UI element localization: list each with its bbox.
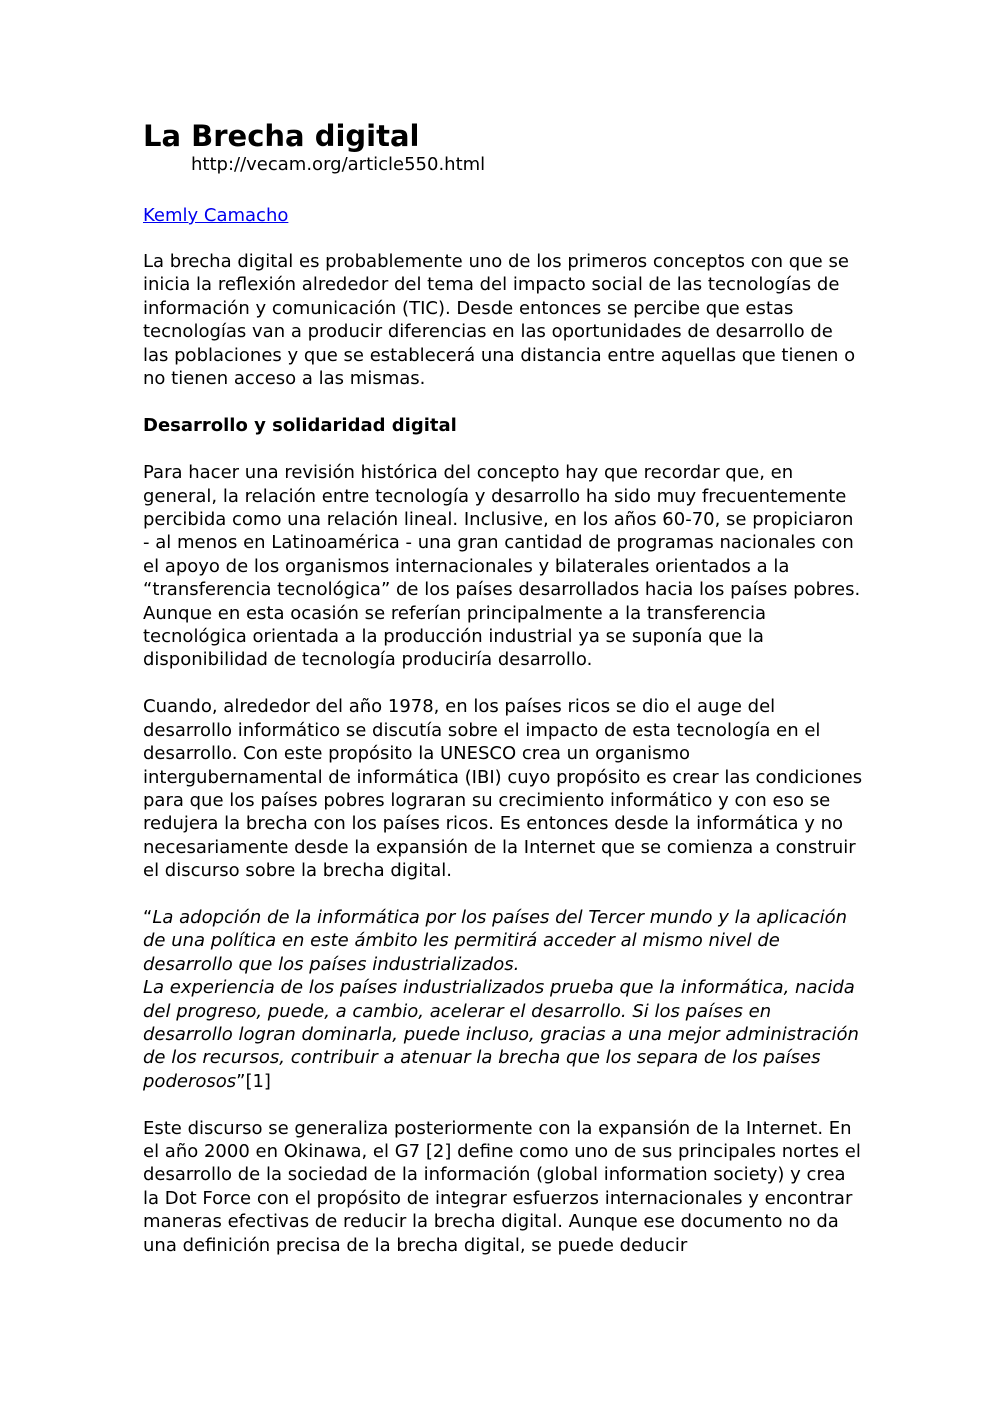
paragraph-2: Para hacer una revisión histórica del concepto hay que recordar que, en general, la relación entre tecnología y desarrollo ha sido muy frecuentemente percibida como una relación lineal. Inclusive, en los años 60-70, se propiciaron - al menos en Latinoamérica - una gran cantidad de programas nacionales con el apoyo de los organismos internacionales y bilaterales orientados a la “transferencia tecnológica” de los países desarrollados hacia los países pobres. Aunque en esta ocasión se referían principalmente a la transferencia tecnológica orientada a la producción industrial ya se suponía que la disponibilidad de tecnología produciría desarrollo. <box>143 462 861 671</box>
paragraph-3: Cuando, alrededor del año 1978, en los países ricos se dio el auge del desarrollo informático se discutía sobre el impacto de esta tecnología en el desarrollo. Con este propósito la UNESCO crea un organismo intergubernamental de informática (IBI) cuyo propósito es crear las condiciones para que los países pobres lograran su crecimiento informático y con eso se redujera la brecha con los países ricos. Es entonces desde la informática y no necesariamente desde la expansión de la Internet que se comienza a construir el discurso sobre la brecha digital. <box>143 696 863 882</box>
quote-block <box>143 906 863 1093</box>
quote-line-2: La experiencia de los países industrializados prueba que la informática, nacida del progreso, puede, a cambio, acelerar el desarrollo. Si los países en desarrollo logran dominarla, puede incluso, gracias a una mejor administración de los recursos, contribuir a atenuar la brecha que los separa de los países poderosos <box>143 977 859 1092</box>
quote-line-1: La adopción de la informática por los países del Tercer mundo y la aplicación de una política en este ámbito les permitirá acceder al mismo nivel de desarrollo que los países industrializados. <box>143 906 848 975</box>
document-page <box>143 118 863 1257</box>
author-link[interactable]: Kemly Camacho <box>143 205 289 226</box>
page-title: La Brecha digital <box>143 119 420 153</box>
intro-paragraph: La brecha digital es probablemente uno de los primeros conceptos con que se inicia la reflexión alrededor del tema del impacto social de las tecnologías de información y comunicación (TIC). Desde entonces se percibe que estas tecnologías van a producir diferencias en las oportunidades de desarrollo de las poblaciones y que se establecerá una distancia entre aquellas que tienen o no tienen acceso a las mismas. <box>143 251 856 390</box>
source-url: http://vecam.org/article550.html <box>191 154 486 175</box>
section-heading: Desarrollo y solidaridad digital <box>143 415 457 437</box>
paragraph-4: Este discurso se generaliza posteriormente con la expansión de la Internet. En el año 2000 en Okinawa, el G7 [2] define como uno de sus principales nortes el desarrollo de la sociedad de la información (global information society) y crea la Dot Force con el propósito de integrar esfuerzos internacionales y encontrar maneras efectivas de reducir la brecha digital. Aunque ese documento no da una definición precisa de la brecha digital, se puede deducir <box>143 1117 861 1256</box>
footnote-ref[interactable]: [1] <box>245 1070 271 1092</box>
quote-open-mark: “ <box>143 906 153 928</box>
quote-close-mark: ” <box>236 1070 246 1092</box>
